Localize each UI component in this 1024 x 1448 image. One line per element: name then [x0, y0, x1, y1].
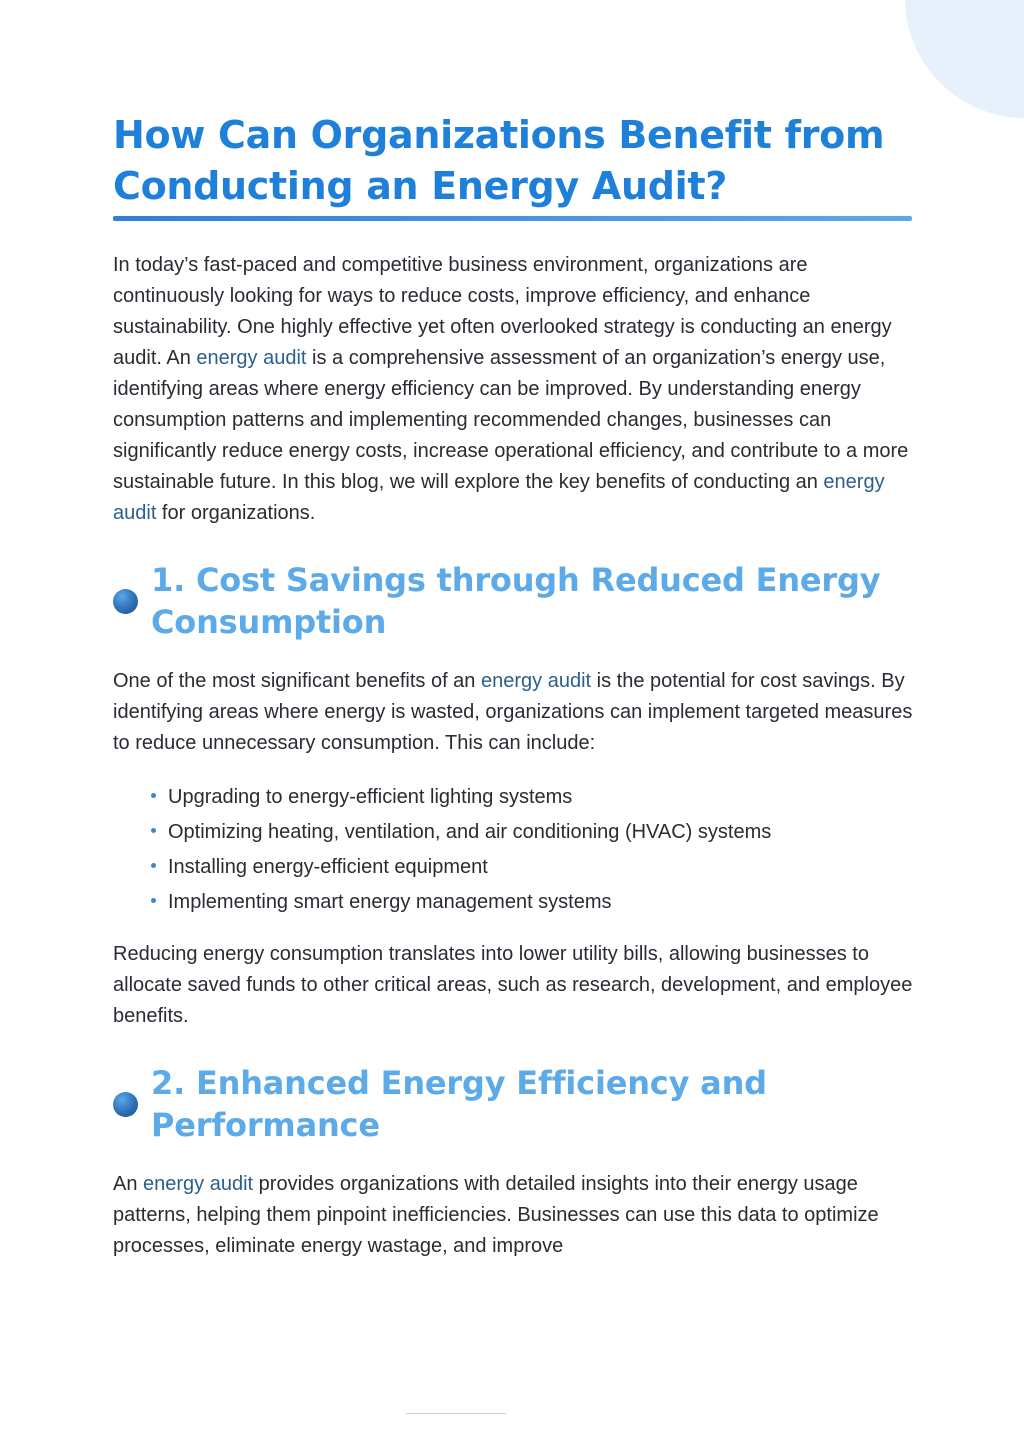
energy-audit-link[interactable]: energy audit [196, 347, 307, 369]
intro-text-1: In today’s fast-paced and competitive business environment, organizations are continuously looking for ways to reduce costs, improve efficiency, and enhance sustainability. One highly effective yet often overlooked strategy is conducting an energy audit. An [113, 254, 892, 369]
section-2-heading [113, 1062, 913, 1146]
energy-audit-link[interactable]: energy audit [113, 471, 885, 524]
bullet-dot-icon [151, 863, 156, 868]
corner-decoration-circle [905, 0, 1024, 118]
title-underline [113, 216, 912, 221]
energy-audit-link[interactable]: energy audit [143, 1173, 254, 1195]
page-title: How Can Organizations Benefit from Conducting an Energy Audit? [113, 113, 885, 208]
heading-bullet-icon [113, 589, 138, 614]
list-item [151, 850, 913, 885]
section-1-paragraph-1 [113, 666, 913, 759]
section-1-text-2: is the potential for cost savings. By identifying areas where energy is wasted, organizations can implement targeted measures to reduce unnecessary consumption. This can include: [113, 670, 913, 754]
list-item [151, 815, 913, 850]
heading-bullet-icon [113, 1092, 138, 1117]
measures-list [113, 780, 913, 920]
list-item [151, 780, 913, 815]
bullet-dot-icon [151, 793, 156, 798]
section-1-paragraph-2: Reducing energy consumption translates into lower utility bills, allowing businesses to allocate saved funds to other critical areas, such as research, development, and employee benefits. [113, 943, 913, 1027]
section-2-text-1: An [113, 1173, 144, 1195]
section-1-text-1: One of the most significant benefits of an [113, 670, 481, 692]
intro-text-3: for organizations. [156, 502, 316, 524]
list-item-text: Upgrading to energy-efficient lighting systems [168, 786, 573, 808]
energy-audit-link[interactable]: energy audit [481, 670, 592, 692]
intro-text-2: is a comprehensive assessment of an organization’s energy use, identifying areas where energy efficiency can be improved. By understanding energy consumption patterns and implementing recommended changes, businesses can significantly reduce energy costs, increase operational efficiency, and contribute to a more sustainable future. In this blog, we will explore the key benefits of conducting an [113, 347, 909, 493]
list-item-text: Installing energy-efficient equipment [168, 856, 488, 878]
article [113, 110, 913, 1262]
intro-paragraph [113, 250, 913, 529]
section-2-title: 2. Enhanced Energy Efficiency and Performance [151, 1064, 767, 1144]
list-item [151, 885, 913, 920]
bullet-dot-icon [151, 898, 156, 903]
section-1-title: 1. Cost Savings through Reduced Energy Consumption [151, 561, 881, 641]
list-item-text: Optimizing heating, ventilation, and air conditioning (HVAC) systems [168, 821, 772, 843]
section-2-paragraph-1 [113, 1169, 913, 1262]
list-item-text: Implementing smart energy management systems [168, 891, 612, 913]
footer-divider [406, 1413, 506, 1414]
section-2-text-2: provides organizations with detailed insights into their energy usage patterns, helping them pinpoint inefficiencies. Businesses can use this data to optimize processes, eliminate energy wastage, and improve [113, 1173, 879, 1257]
section-1-heading [113, 559, 913, 643]
bullet-dot-icon [151, 828, 156, 833]
